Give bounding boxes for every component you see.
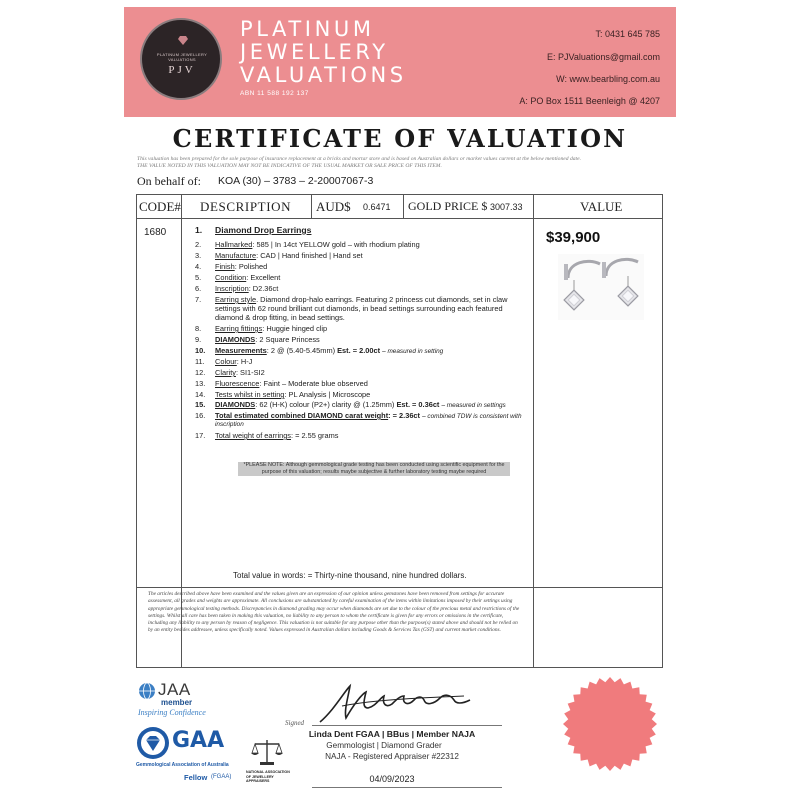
gem-icon	[178, 36, 188, 45]
on-behalf-value: KOA (30) – 3783 – 2-20007067-3	[218, 175, 374, 187]
signature	[314, 682, 474, 726]
contact-website: W: www.bearbling.com.au	[556, 74, 660, 84]
header-gold-label: GOLD PRICE $	[408, 199, 488, 213]
header-aud-value: 0.6471	[363, 202, 391, 212]
contact-address: A: PO Box 1511 Beenleigh @ 4207	[519, 96, 660, 106]
header-code: CODE#	[139, 199, 181, 214]
total-value-in-words: Total value in words: = Thirty-nine thousand, nine hundred dollars.	[233, 571, 467, 580]
on-behalf-label: On behalf of:	[137, 174, 201, 188]
brand-line-1: PLATINUM	[240, 17, 375, 41]
jaa-text: JAA	[158, 680, 191, 699]
header-description: DESCRIPTION	[200, 199, 292, 214]
header-value: VALUE	[580, 199, 623, 214]
table-divider	[533, 194, 534, 668]
item-value: $39,900	[546, 229, 601, 246]
naja-text: NATIONAL ASSOCIATION OF JEWELLERY APPRAISERS	[246, 770, 290, 783]
header-aud-label: AUD$	[316, 199, 351, 214]
certificate-title: CERTIFICATE OF VALUATION	[172, 124, 628, 153]
globe-icon	[138, 682, 156, 700]
gaa-fellow-abbr: (FGAA)	[211, 774, 232, 780]
gaa-fellow: Fellow	[184, 773, 208, 782]
brand-line-2: JEWELLERY	[240, 40, 389, 64]
gaa-text: GAA	[172, 728, 225, 753]
logo-small-text: PLATINUM JEWELLERY VALUATIONS	[156, 52, 208, 62]
please-note-box: *PLEASE NOTE: Although gemmological grade testing has been conducted using scientific equipment for the purpose of this valuation; results maybe subjective & further laboratory testing maybe required	[238, 462, 510, 476]
appraiser-title: Gemmologist | Diamond Grader	[326, 741, 442, 750]
valuation-date: 04/09/2023	[369, 774, 415, 784]
item-code: 1680	[144, 227, 167, 238]
signed-label: Signed	[285, 719, 305, 727]
seal-icon	[562, 676, 658, 772]
table-divider	[311, 194, 312, 218]
legal-disclaimer: The articles described above have been examined and the values given are an expression of our opinion unless gemstones have been removed from settings for accurate assessment, all grades and weights are approximate. All conclusions are substantiated by careful examination of the items within limitations imposed by their settings using appropriate gemmological testing methods. Discrepancies in diamond grading may occur when diamonds are set due to the colour of the precious metal and restrictions of the settings. Whilst all care has been taken in making this valuation, no liability to any person to whom the certificate is given for any errors or omissions in the certificate, including any liability to any person by reason of negligence. This valuation is not suitable for any purpose other than the purpose(s) stated above and should not be relied on by an entity besides addressee, unless specifically noted. Values expressed in Australian dollars including Goods & Services Tax (GST) and current market conditions.	[148, 591, 520, 634]
gaa-subtitle: Gemmological Association of Australia	[136, 762, 229, 768]
jaa-member-text: member	[161, 698, 193, 707]
abn-number: ABN 11 588 192 137	[240, 90, 309, 97]
jaa-tagline: Inspiring Confidence	[138, 708, 206, 717]
appraiser-registration: NAJA - Registered Appraiser #22312	[325, 752, 459, 761]
appraiser-name: Linda Dent FGAA | BBus | Member NAJA	[308, 729, 476, 739]
intro-disclaimer-caps: THE VALUE NOTED IN THIS VALUATION MAY NOT BE INDICATIVE OF THE USUAL MARKET OR SALE PRICE OF THIS ITEM.	[137, 163, 442, 169]
earrings-photo	[558, 254, 644, 320]
seal-shape	[563, 677, 657, 771]
table-header-rule	[136, 218, 663, 219]
intro-disclaimer: This valuation has been prepared for the sole purpose of insurance replacement at a bricks and mortar store and is based on Australian dollars or market values current at the below mentioned date.	[137, 156, 581, 162]
table-divider	[403, 194, 404, 218]
header-gold-value: 3007.33	[490, 202, 523, 212]
contact-phone: T: 0431 645 785	[595, 29, 660, 39]
date-line	[312, 787, 502, 788]
logo-initials: PJV	[168, 64, 196, 76]
contact-email: E: PJValuations@gmail.com	[546, 52, 660, 62]
signature-line	[312, 725, 502, 726]
brand-line-3: VALUATIONS	[240, 63, 407, 87]
table-footer-rule	[136, 587, 663, 588]
